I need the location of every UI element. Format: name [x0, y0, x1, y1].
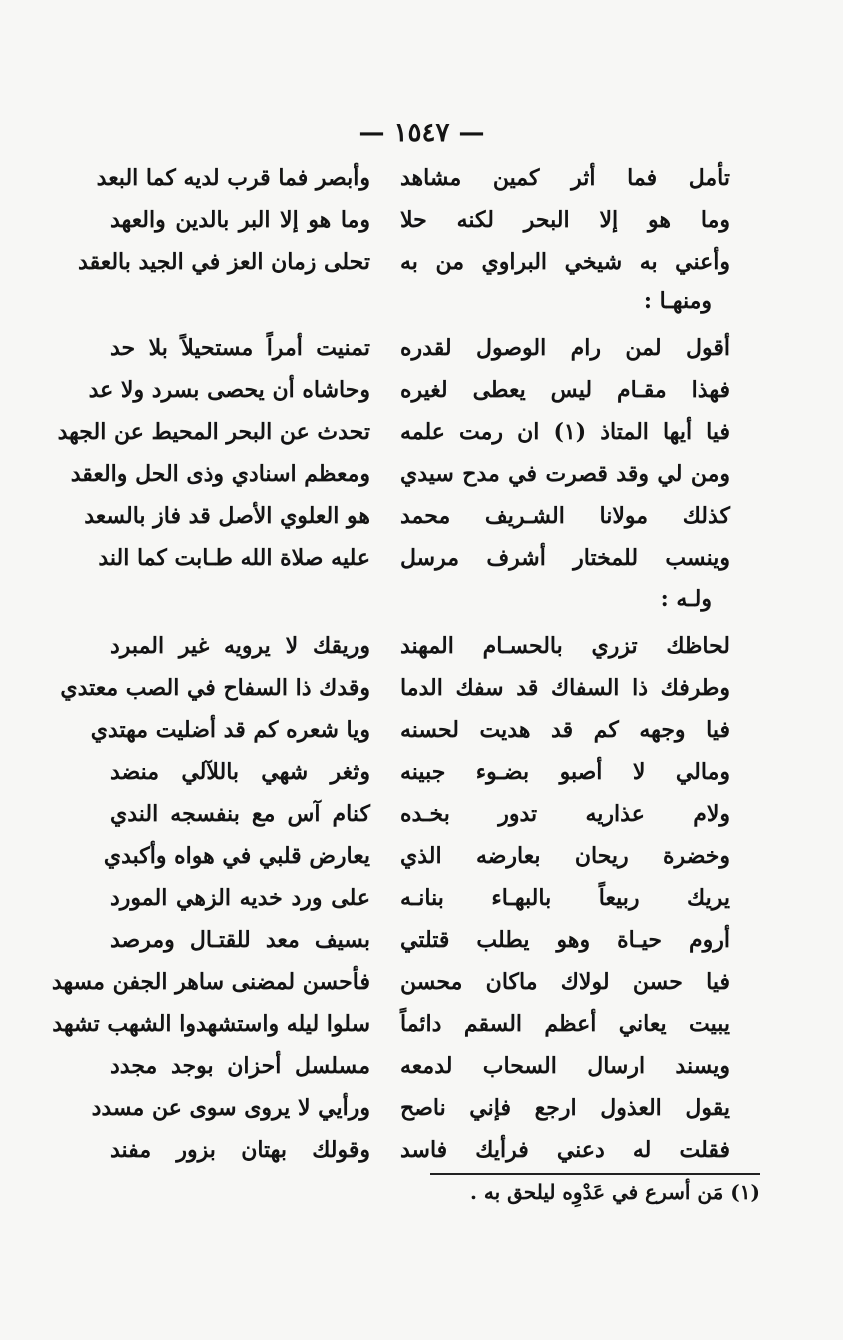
poem-section-1	[78, 157, 730, 283]
verse-second-hemistich: وأبصر فما قرب لديه كما البعد	[96, 165, 370, 191]
verse-first-hemistich: يريك ربيعاً بالبهـاء بنانـه	[400, 885, 730, 911]
section-label-walahu: ولـه :	[660, 586, 712, 612]
verse-first-hemistich: ويسند ارسال السحاب لدمعه	[400, 1053, 730, 1079]
verse	[110, 327, 730, 369]
verse-first-hemistich: وخضرة ريحان بعارضه الذي	[400, 843, 730, 869]
verse	[52, 1003, 730, 1045]
verse-second-hemistich: ومعظم اسنادي وذى الحل والعقد	[70, 461, 370, 487]
verse-second-hemistich: هو العلوي الأصل قد فاز بالسعد	[84, 503, 370, 529]
verse-second-hemistich: تحلى زمان العز في الجيد بالعقد	[78, 249, 370, 275]
verse-first-hemistich: فهذا مقـام ليس يعطى لغيره	[400, 377, 730, 403]
verse	[110, 793, 730, 835]
verse-first-hemistich: فيا أيها المتاذ (١) ان رمت علمه	[400, 419, 731, 445]
verse-second-hemistich: فأحسن لمضنى ساهر الجفن مسهد	[51, 969, 370, 995]
verse-first-hemistich: لحاظك تزري بالحسـام المهند	[400, 633, 730, 659]
footnote-divider	[430, 1173, 760, 1175]
verse-second-hemistich: يعارض قلبي في هواه وأكبدي	[103, 843, 370, 869]
verse-second-hemistich: وثغر شهي باللآلي منضد	[110, 759, 370, 785]
page-number: — ١٥٤٧ —	[358, 118, 485, 148]
verse-second-hemistich: وقولك بهتان بزور مفند	[110, 1137, 370, 1163]
verse	[84, 495, 730, 537]
verse-first-hemistich: يقول العذول ارجع فإني ناصح	[400, 1095, 730, 1121]
verse	[110, 1129, 730, 1171]
verse-first-hemistich: وأعني به شيخي البراوي من به	[400, 249, 730, 275]
verse-second-hemistich: وريقك لا يرويه غير المبرد	[110, 633, 370, 659]
verse	[110, 919, 730, 961]
verse-second-hemistich: كنام آس مع بنفسجه الندي	[110, 801, 370, 827]
footnote: (١) مَن أسرع في عَدْوِه ليلحق به .	[469, 1180, 760, 1204]
section-label-minha: ومنهـا :	[643, 288, 712, 314]
verse-first-hemistich: أروم حيـاة وهو يطلب قتلتي	[400, 927, 730, 953]
verse	[57, 411, 731, 453]
verse-second-hemistich: بسيف معد للقتـال ومرصد	[110, 927, 370, 953]
verse-first-hemistich: وطرفك ذا السفاك قد سفك الدما	[400, 675, 730, 701]
verse-first-hemistich: وينسب للمختار أشرف مرسل	[400, 545, 730, 571]
verse	[51, 961, 730, 1003]
verse-second-hemistich: تحدث عن البحر المحيط عن الجهد	[57, 419, 370, 445]
verse-second-hemistich: مسلسل أحزان بوجد مجدد	[110, 1053, 370, 1079]
verse	[110, 1045, 730, 1087]
verse-first-hemistich: فيا حسن لولاك ماكان محسن	[400, 969, 730, 995]
verse	[110, 751, 730, 793]
verse	[91, 1087, 730, 1129]
verse	[60, 667, 730, 709]
verse	[70, 453, 730, 495]
verse-first-hemistich: ولام عذاريه تدور بخـده	[400, 801, 730, 827]
verse-second-hemistich: وقدك ذا السفاح في الصب معتدي	[60, 675, 370, 701]
verse-second-hemistich: تمنيت أمراً مستحيلاً بلا حد	[110, 335, 370, 361]
verse-second-hemistich: وحاشاه أن يحصى بسرد ولا عد	[88, 377, 370, 403]
verse	[110, 625, 730, 667]
verse-second-hemistich: عليه صلاة الله طـابت كما الند	[98, 545, 370, 571]
verse	[103, 835, 730, 877]
verse-second-hemistich: ورأيي لا يروى سوى عن مسدد	[91, 1095, 370, 1121]
verse	[98, 537, 730, 579]
poem-section-3	[51, 625, 730, 1171]
verse-first-hemistich: فقلت له دعني فرأيك فاسد	[400, 1137, 730, 1163]
verse-first-hemistich: تأمل فما أثر كمين مشاهد	[400, 165, 730, 191]
verse-second-hemistich: وما هو إلا البر بالدين والعهد	[110, 207, 370, 233]
verse	[110, 877, 730, 919]
verse	[88, 369, 730, 411]
verse	[90, 709, 730, 751]
verse	[110, 199, 730, 241]
verse-first-hemistich: كذلك مولانا الشـريف محمد	[400, 503, 730, 529]
poem-section-2	[57, 327, 731, 579]
verse-second-hemistich: على ورد خديه الزهي المورد	[110, 885, 370, 911]
verse	[96, 157, 730, 199]
verse-first-hemistich: يبيت يعاني أعظم السقم دائماً	[400, 1011, 730, 1037]
verse-first-hemistich: وما هو إلا البحر لكنه حلا	[400, 207, 730, 233]
verse-second-hemistich: سلوا ليله واستشهدوا الشهب تشهد	[52, 1011, 370, 1037]
verse-second-hemistich: ويا شعره كم قد أضليت مهتدي	[90, 717, 370, 743]
verse-first-hemistich: ومالي لا أصبو بضـوء جبينه	[400, 759, 730, 785]
verse-first-hemistich: أقول لمن رام الوصول لقدره	[400, 335, 730, 361]
verse	[78, 241, 730, 283]
verse-first-hemistich: ومن لي وقد قصرت في مدح سيدي	[400, 461, 730, 487]
verse-first-hemistich: فيا وجهه كم قد هديت لحسنه	[400, 717, 730, 743]
